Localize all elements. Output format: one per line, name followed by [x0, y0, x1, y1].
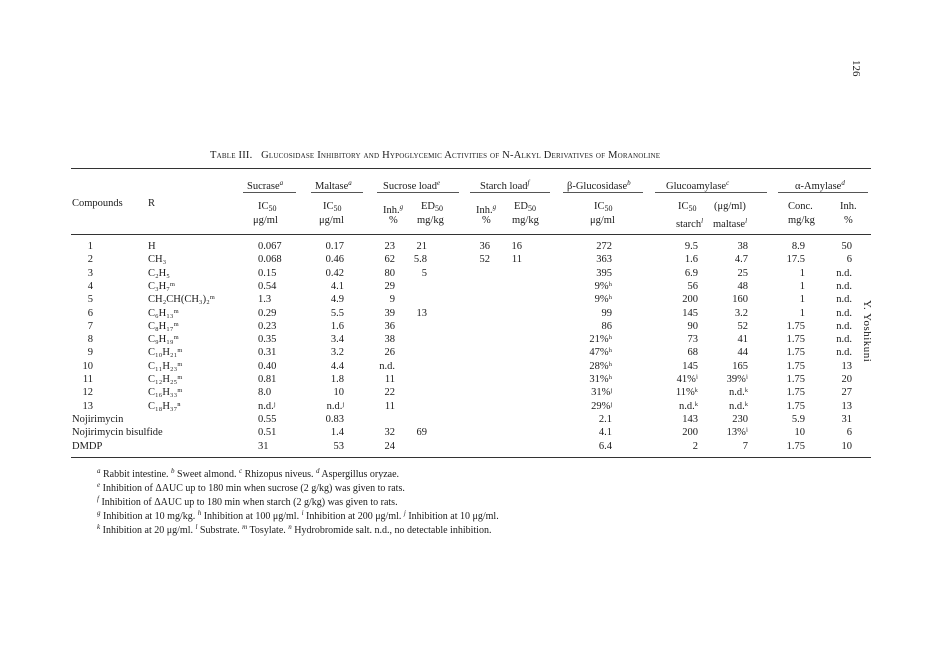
table-cell-no: 9 [87, 347, 93, 359]
table-cell-maltase: 1.6 [330, 320, 344, 332]
table-cell-starch: 200 [682, 427, 698, 439]
table-cell-malt: n.d.ᵏ [728, 400, 748, 412]
table-cell-ainh: 6 [846, 254, 852, 266]
top-rule [71, 168, 871, 169]
table-cell-no: DMDP [72, 440, 103, 452]
header-starch-mgkg: mg/kg [512, 215, 539, 226]
table-cell-malt: 44 [737, 347, 748, 359]
header-alpha-amylase: α-Amylase$^d$ [795, 179, 845, 192]
footnote-text: Tosylate. [247, 525, 289, 536]
table-cell-maltase: 4.9 [330, 294, 344, 306]
table-cell-starch: 145 [682, 307, 698, 319]
table-cell-no: 5 [87, 294, 93, 306]
header-sucrose-inh: Inh.$^g$ [383, 203, 404, 216]
table-cell-sinh: 52 [479, 254, 490, 266]
table-cell-sucrase: 0.23 [258, 320, 277, 332]
table-cell-malt: 3.2 [734, 307, 748, 319]
header-starch-inh: Inh.$^g$ [476, 203, 497, 216]
header-r: R [148, 198, 156, 209]
table-cell-maltase: 1.4 [330, 427, 344, 439]
table-cell-malt: 230 [732, 413, 748, 425]
table-cell-bglu: 9%ʰ [594, 294, 612, 306]
table-cell-no: 11 [82, 374, 93, 385]
header-starch-ed50: $ED_{50}$ [514, 201, 536, 213]
table-cell-conc: 1.75 [786, 347, 805, 359]
table-cell-no: 13 [82, 400, 93, 412]
table-cell-maltase: 4.1 [330, 280, 344, 292]
footnote-text: Substrate. [197, 525, 243, 536]
footnote-text: Inhibition of ΔAUC up to 180 min when sucrose (2 g/kg) was given to rats. [100, 483, 405, 494]
table-cell-sucrase: 0.31 [258, 347, 277, 359]
table-cell-conc: 1.75 [786, 400, 805, 412]
table-cell-conc: 1 [799, 280, 805, 292]
table-cell-starch: 90 [687, 320, 698, 332]
table-cell-starch: 73 [687, 334, 698, 346]
footnote-marker: e [97, 481, 101, 489]
table-cell-no: Nojirimycin [72, 413, 124, 425]
table-cell-no: 2 [87, 254, 93, 266]
footnote-text: Aspergillus oryzae. [319, 469, 400, 480]
table-cell-malt: 25 [737, 267, 748, 279]
table-cell-bglu: 395 [596, 267, 612, 279]
table-cell-ed: 5.8 [413, 254, 427, 266]
table-cell-maltase: 1.8 [330, 374, 344, 385]
table-cell-ainh: n.d. [836, 334, 852, 346]
table-cell-no: 8 [87, 334, 93, 346]
table-cell-ainh: 13 [841, 360, 852, 372]
table-cell-malt: 4.7 [734, 254, 748, 266]
footnote-text: Inhibition at 20 μg/ml. [100, 525, 196, 536]
table-cell-malt: 48 [737, 280, 748, 292]
table-cell-no: Nojirimycin bisulfide [72, 427, 163, 439]
table-cell-conc: 1 [799, 267, 805, 279]
footnote-marker: b [171, 467, 175, 475]
table-cell-sucrase: 31 [258, 440, 269, 452]
table-cell-ainh: 6 [846, 427, 852, 439]
table-cell-bglu: 9%ʰ [594, 280, 612, 292]
table-cell-inh: 11 [384, 400, 395, 412]
footnote-text: Hydrobromide salt. n.d., no detectable inhibition. [291, 525, 492, 536]
table-cell-r: C₁₆H₃₃ᵐ [148, 387, 183, 399]
table-cell-malt: 165 [732, 360, 748, 372]
table-cell-r: C₁₂H₂₅ᵐ [148, 374, 183, 385]
table-cell-malt: 13%ⁱ [726, 427, 748, 439]
table-cell-r: C₁₈H₃₇ⁿ [148, 400, 181, 412]
table-cell-starch: n.d.ᵏ [678, 400, 698, 412]
table-cell-bglu: 29%ʲ [591, 400, 612, 412]
table-cell-ainh: n.d. [836, 267, 852, 279]
footnote-marker: a [97, 467, 101, 475]
table-cell-r: C₁₁H₂₃ᵐ [148, 360, 183, 372]
table-cell-sucrase: 0.54 [258, 280, 277, 292]
table-cell-r: H [148, 241, 156, 252]
header-sucrase-ic50: $IC_{50}$ [258, 201, 277, 213]
table-cell-maltase: 0.83 [325, 413, 344, 425]
bottom-rule [71, 457, 871, 458]
table-cell-ed: 21 [416, 241, 427, 252]
table-cell-conc: 1 [799, 294, 805, 306]
table-cell-r: C₉H₁₉ᵐ [148, 334, 179, 346]
footnote-marker: l [195, 523, 198, 531]
footnote-text: Rabbit intestine. [100, 469, 172, 480]
underline-starch-load [470, 192, 550, 193]
header-gluco-starch: starch$^l$ [676, 217, 704, 230]
table-cell-conc: 1.75 [786, 374, 805, 385]
table-cell-inh: 80 [384, 267, 395, 279]
header-gluco-maltase: maltase$^l$ [713, 217, 748, 230]
table-cell-sucrase: n.d.ʲ [258, 400, 276, 412]
underline-maltase [311, 192, 363, 193]
table-cell-bglu: 47%ʰ [589, 347, 612, 359]
footnote-marker: g [97, 509, 101, 517]
table-cell-conc: 1.75 [786, 440, 805, 452]
table-cell-bglu: 86 [601, 320, 612, 332]
footnote-marker: i [301, 509, 304, 517]
table-cell-maltase: n.d.ʲ [326, 400, 344, 412]
table-cell-inh: 11 [384, 374, 395, 385]
table-cell-maltase: 5.5 [330, 307, 344, 319]
table-cell-starch: 41%ⁱ [676, 374, 698, 385]
header-starch-load: Starch load$^f$ [480, 179, 530, 192]
table-cell-inh: 22 [384, 387, 395, 399]
table-cell-conc: 1.75 [786, 360, 805, 372]
table-cell-conc: 10 [794, 427, 805, 439]
header-beta-glucosidase: β-Glucosidase$^b$ [567, 179, 631, 192]
header-bglu-unit: μg/ml [590, 215, 615, 226]
underline-sucrose-load [377, 192, 459, 193]
table-cell-inh: 9 [389, 294, 395, 306]
table-cell-starch: 11%ᵏ [675, 387, 698, 399]
table-cell-no: 7 [87, 320, 93, 332]
footnote-marker: h [197, 509, 202, 517]
header-sucrose-mgkg: mg/kg [417, 215, 444, 226]
footnote-text: Sweet almond. [174, 469, 239, 480]
table-cell-no: 4 [87, 280, 93, 292]
header-sucrose-ed50: $ED_{50}$ [421, 201, 443, 213]
table-cell-bglu: 2.1 [598, 413, 612, 425]
footnote-marker: m [242, 523, 248, 531]
table-cell-ainh: n.d. [836, 347, 852, 359]
footnote-text: Rhizopus niveus. [242, 469, 316, 480]
table-cell-malt: 52 [737, 320, 748, 332]
table-cell-ed: 69 [416, 427, 427, 439]
header-gluco-unit: (μg/ml) [714, 201, 746, 212]
table-title: Glucosidase Inhibitory and Hypoglycemic Activities of N-Alkyl Derivatives of Moranoline [261, 150, 661, 161]
table-cell-malt: 38 [737, 241, 748, 252]
table-cell-ainh: 13 [841, 400, 852, 412]
table-cell-ainh: n.d. [836, 320, 852, 332]
table-cell-sucrase: 0.40 [258, 360, 277, 372]
table-cell-sucrase: 0.35 [258, 334, 277, 346]
table-cell-starch: 200 [682, 294, 698, 306]
table-cell-conc: 17.5 [786, 254, 805, 266]
table-cell-bglu: 272 [596, 241, 612, 252]
table-cell-conc: 8.9 [791, 241, 805, 252]
table-cell-bglu: 28%ʰ [589, 360, 612, 372]
table-cell-maltase: 0.46 [325, 254, 344, 266]
table-cell-sucrase: 0.068 [258, 254, 282, 266]
table-cell-sucrase: 0.067 [258, 241, 282, 252]
table-cell-conc: 1 [799, 307, 805, 319]
table-cell-starch: 145 [682, 360, 698, 372]
header-sucrase-unit: μg/ml [253, 215, 278, 226]
footnote-marker: j [403, 509, 406, 517]
footnote-text: Inhibition of ΔAUC up to 180 min when starch (2 g/kg) was given to rats. [98, 497, 398, 508]
table-cell-sucrase: 0.81 [258, 374, 277, 385]
table-cell-conc: 1.75 [786, 320, 805, 332]
table-cell-ed: 5 [421, 267, 427, 279]
table-cell-sed: 16 [511, 241, 522, 252]
table-cell-inh: n.d. [379, 360, 395, 372]
header-amylase-conc: Conc. [788, 201, 813, 212]
footnote-marker: d [315, 467, 320, 475]
table-cell-malt: 39%ⁱ [726, 374, 748, 385]
table-cell-ainh: n.d. [836, 280, 852, 292]
footnote-line [97, 521, 491, 537]
header-sucrose-load: Sucrose load$^e$ [383, 179, 441, 192]
footnote-text: Inhibition at 10 μg/ml. [405, 511, 499, 522]
table-cell-inh: 36 [384, 320, 395, 332]
header-sucrase: Sucrase$^a$ [247, 179, 284, 192]
table-cell-sucrase: 0.55 [258, 413, 277, 425]
table-cell-no: 3 [87, 267, 93, 279]
header-gluco-ic50: $IC_{50}$ [678, 201, 697, 213]
table-cell-bglu: 99 [601, 307, 612, 319]
header-rule [71, 234, 871, 235]
underline-sucrase [243, 192, 296, 193]
table-cell-inh: 29 [384, 280, 395, 292]
table-cell-starch: 2 [692, 440, 698, 452]
footnote-marker: n [288, 523, 292, 531]
table-cell-ainh: 27 [841, 387, 852, 399]
table-cell-ainh: n.d. [836, 307, 852, 319]
table-cell-starch: 143 [682, 413, 698, 425]
table-cell-inh: 26 [384, 347, 395, 359]
running-head: Y. Yoshikuni [861, 300, 873, 363]
underline-glucoamylase [655, 192, 767, 193]
table-cell-sucrase: 0.29 [258, 307, 277, 319]
header-glucoamylase: Glucoamylase$^c$ [666, 179, 730, 192]
table-cell-inh: 38 [384, 334, 395, 346]
table-cell-maltase: 0.42 [325, 267, 344, 279]
table-cell-maltase: 0.17 [325, 241, 344, 252]
table-cell-conc: 1.75 [786, 387, 805, 399]
header-amylase-mgkg: mg/kg [788, 215, 815, 226]
table-cell-no: 6 [87, 307, 93, 319]
table-cell-sucrase: 8.0 [258, 387, 272, 399]
table-cell-malt: 7 [742, 440, 748, 452]
table-cell-conc: 5.9 [791, 413, 805, 425]
header-maltase-unit: μg/ml [319, 215, 344, 226]
header-amylase-inh: Inh. [840, 201, 857, 212]
table-cell-no: 1 [87, 241, 93, 252]
footnote-text: Inhibition at 10 mg/kg. [100, 511, 198, 522]
table-cell-inh: 23 [384, 241, 395, 252]
table-cell-inh: 62 [384, 254, 395, 266]
header-maltase-ic50: $IC_{50}$ [323, 201, 342, 213]
table-cell-maltase: 3.4 [330, 334, 344, 346]
table-cell-no: 10 [82, 360, 93, 372]
table-cell-bglu: 363 [596, 254, 612, 266]
table-cell-r: CH₂CH(CH₃)₂ᵐ [148, 294, 215, 306]
table-cell-maltase: 53 [333, 440, 344, 452]
table-cell-starch: 9.5 [684, 241, 698, 252]
table-cell-maltase: 3.2 [330, 347, 344, 359]
table-cell-ainh: 50 [841, 241, 852, 252]
table-cell-bglu: 31%ʰ [589, 374, 612, 385]
table-cell-sucrase: 1.3 [258, 294, 272, 306]
table-cell-sinh: 36 [479, 241, 490, 252]
table-cell-starch: 1.6 [684, 254, 698, 266]
table-cell-malt: n.d.ᵏ [728, 387, 748, 399]
table-cell-r: C₃H₇ᵐ [148, 280, 176, 292]
table-cell-inh: 39 [384, 307, 395, 319]
table-cell-r: C₂H₅ [148, 267, 170, 279]
table-cell-bglu: 4.1 [598, 427, 612, 439]
table-cell-sucrase: 0.15 [258, 267, 277, 279]
footnote-marker: c [238, 467, 243, 475]
table-cell-inh: 24 [384, 440, 395, 452]
table-cell-sed: 11 [511, 254, 522, 266]
table-cell-bglu: 21%ʰ [589, 334, 612, 346]
table-cell-r: C₁₀H₂₁ᵐ [148, 347, 183, 359]
table-cell-starch: 56 [687, 280, 698, 292]
footnote-text: Inhibition at 200 μg/ml. [303, 511, 404, 522]
table-label: Table III. [210, 150, 253, 161]
table-caption [210, 150, 660, 161]
table-cell-maltase: 10 [333, 387, 344, 399]
table-cell-r: C₈H₁₇ᵐ [148, 320, 179, 332]
table-cell-starch: 6.9 [684, 267, 698, 279]
table-cell-maltase: 4.4 [330, 360, 344, 372]
table-cell-ainh: 31 [841, 413, 852, 425]
table-cell-inh: 32 [384, 427, 395, 439]
header-compounds: Compounds [72, 198, 123, 209]
table-cell-bglu: 31%ʲ [591, 387, 612, 399]
footnote-text: Inhibition at 100 μg/ml. [201, 511, 302, 522]
page-number: 126 [850, 60, 862, 77]
table-cell-malt: 41 [737, 334, 748, 346]
table-cell-ainh: 20 [841, 374, 852, 385]
table-cell-sucrase: 0.51 [258, 427, 277, 439]
table-cell-r: CH₃ [148, 254, 167, 266]
header-maltase: Maltase$^a$ [315, 179, 352, 192]
header-amylase-percent: % [844, 215, 853, 226]
table-cell-ed: 13 [416, 307, 427, 319]
header-starch-percent: % [482, 215, 491, 226]
table-cell-bglu: 6.4 [598, 440, 612, 452]
table-cell-malt: 160 [732, 294, 748, 306]
table-cell-ainh: 10 [841, 440, 852, 452]
underline-beta-glucosidase [563, 192, 643, 193]
footnote-marker: f [97, 495, 99, 503]
table-cell-r: C₆H₁₃ᵐ [148, 307, 179, 319]
table-cell-no: 12 [82, 387, 93, 399]
footnote-marker: k [97, 523, 101, 531]
table-cell-conc: 1.75 [786, 334, 805, 346]
header-bglu-ic50: $IC_{50}$ [594, 201, 613, 213]
header-sucrose-percent: % [389, 215, 398, 226]
table-cell-starch: 68 [687, 347, 698, 359]
table-cell-ainh: n.d. [836, 294, 852, 306]
underline-alpha-amylase [778, 192, 868, 193]
